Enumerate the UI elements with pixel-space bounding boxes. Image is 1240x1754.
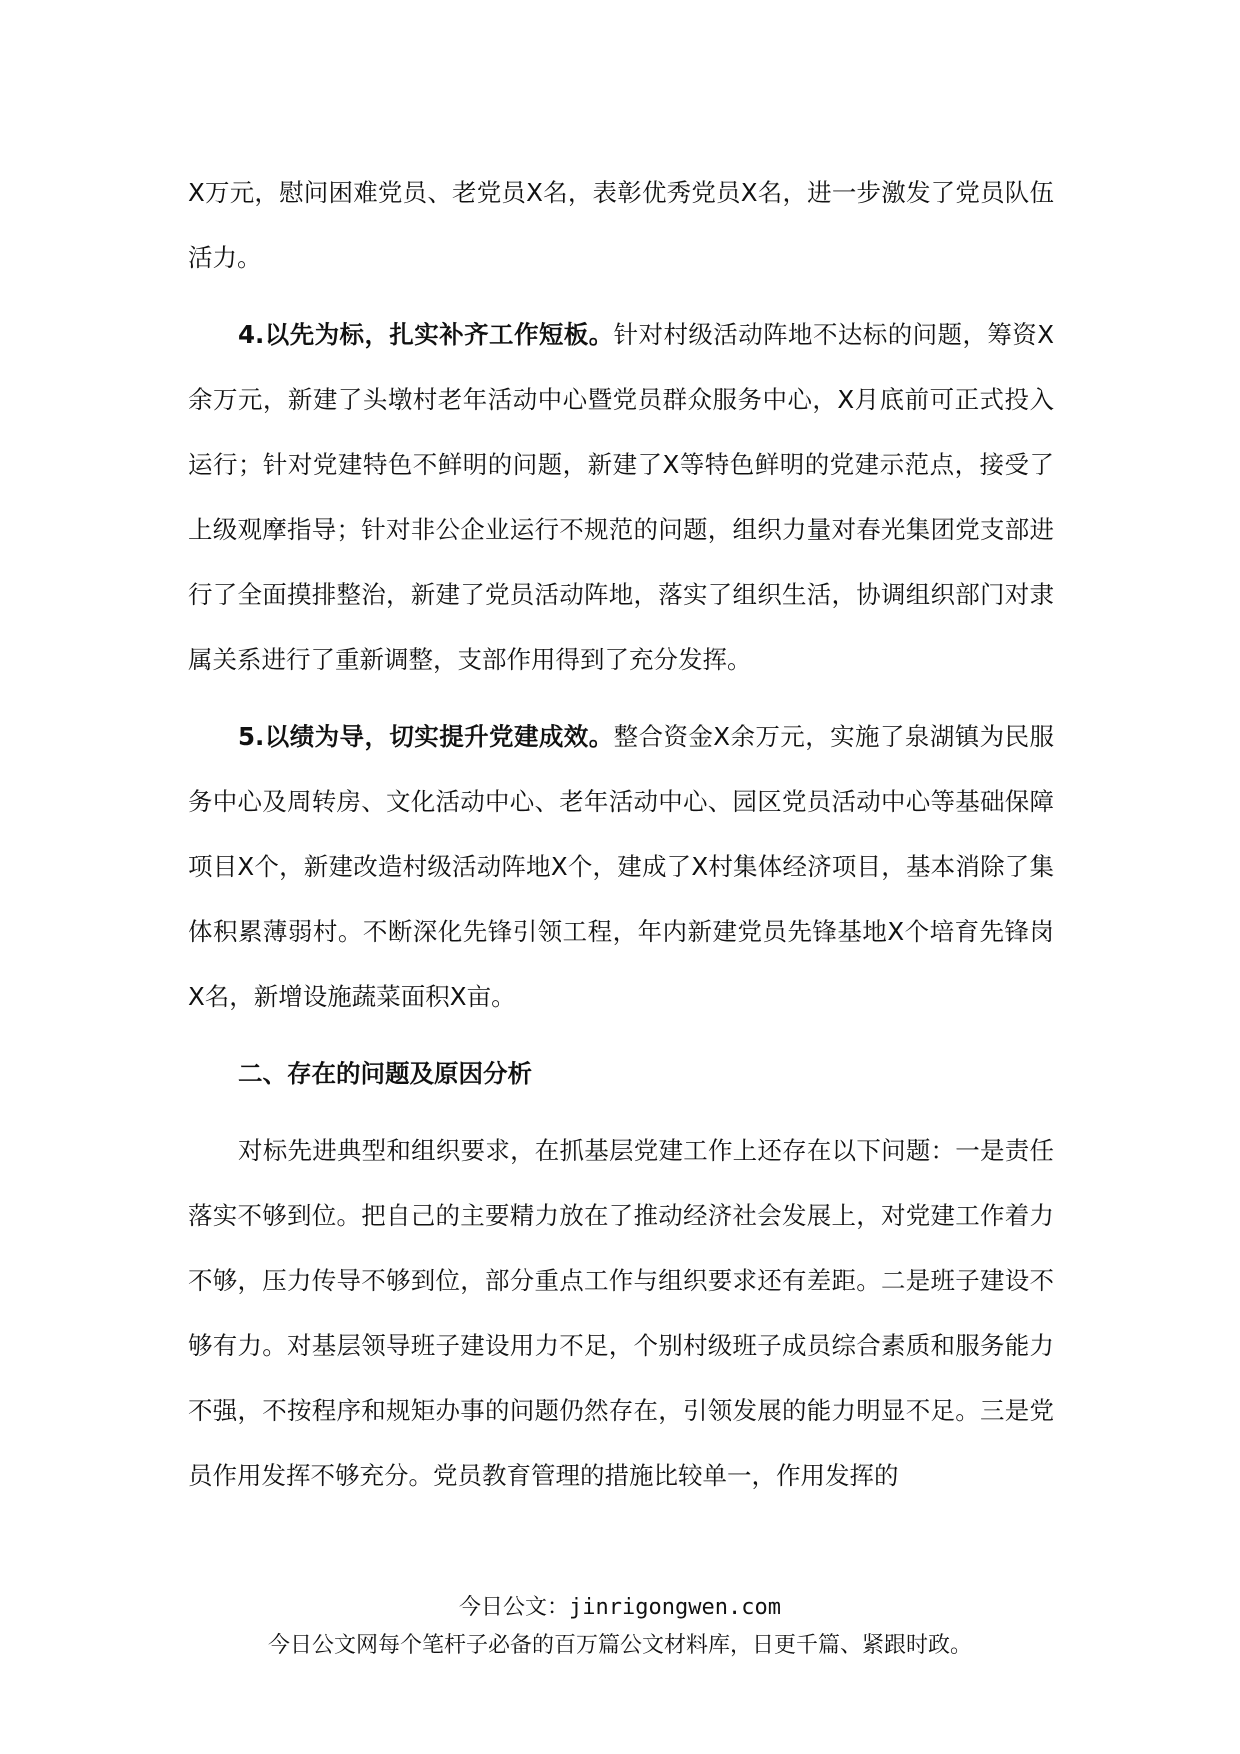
paragraph-item-4 xyxy=(188,302,1054,692)
paragraph-item-5 xyxy=(188,704,1054,1029)
paragraph-text: 对标先进典型和组织要求，在抓基层党建工作上还存在以下问题：一是责任落实不够到位。把自己的主要精力放在了推动经济社会发展上，对党建工作着力不够，压力传导不够到位，部分重点工作与组织要求还有差距。二是班子建设不够有力。对基层领导班子建设用力不足，个别村级班子成员综合素质和服务能力不强，不按程序和规矩办事的问题仍然存在，引领发展的能力明显不足。三是党员作用发挥不够充分。党员教育管理的措施比较单一，作用发挥的 xyxy=(188,1136,1054,1490)
paragraph-text: X万元，慰问困难党员、老党员X名，表彰优秀党员X名，进一步激发了党员队伍活力。 xyxy=(188,178,1054,272)
footer-site xyxy=(0,1590,1240,1621)
footer-site-link[interactable]: jinrigongwen.com xyxy=(569,1595,781,1620)
document-body xyxy=(188,160,1054,1508)
paragraph-text: 整合资金X余万元，实施了泉湖镇为民服务中心及周转房、文化活动中心、老年活动中心、园区党员活动中心等基础保障项目X个，新建改造村级活动阵地X个，建成了X村集体经济项目，基本消除了集体积累薄弱村。不断深化先锋引领工程，年内新建党员先锋基地X个培育先锋岗X名，新增设施蔬菜面积X亩。 xyxy=(188,722,1054,1011)
footer-slogan: 今日公文网每个笔杆子必备的百万篇公文材料库，日更千篇、紧跟时政。 xyxy=(267,1633,972,1658)
paragraph-text: 针对村级活动阵地不达标的问题，筹资X余万元，新建了头墩村老年活动中心暨党员群众服务中心，X月底前可正式投入运行；针对党建特色不鲜明的问题，新建了X等特色鲜明的党建示范点，接受了上级观摩指导；针对非公企业运行不规范的问题，组织力量对春光集团党支部进行了全面摸排整治，新建了党员活动阵地，落实了组织生活，协调组织部门对隶属关系进行了重新调整，支部作用得到了充分发挥。 xyxy=(188,320,1054,674)
paragraph-lead: 5.以绩为导，切实提升党建成效。 xyxy=(238,722,614,751)
paragraph-continuation xyxy=(188,160,1054,290)
paragraph-problems xyxy=(188,1118,1054,1508)
section-heading: 二、存在的问题及原因分析 xyxy=(238,1059,532,1088)
paragraph-lead: 4.以先为标，扎实补齐工作短板。 xyxy=(238,320,614,349)
footer-site-label: 今日公文： xyxy=(459,1595,570,1620)
